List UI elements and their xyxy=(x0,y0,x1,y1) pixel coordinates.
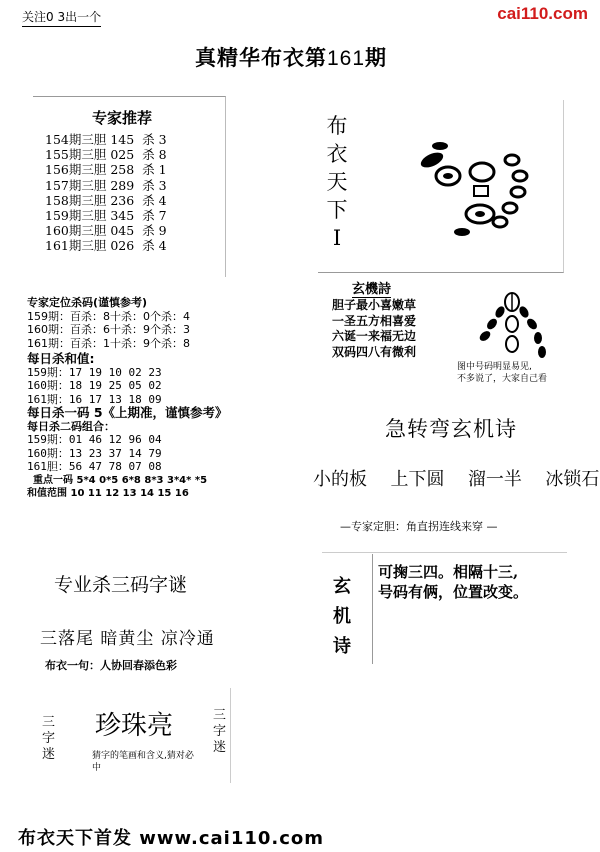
bu-char: 布 xyxy=(326,114,348,138)
daily-one: 每日杀一码 5《上期准，谨慎参考》 xyxy=(27,405,228,420)
daily-two-title: 每日杀二码组合： xyxy=(27,419,115,433)
poem-title-char: 玄 xyxy=(333,576,351,597)
poem-divider xyxy=(372,554,373,664)
bu-char: 天 xyxy=(326,170,348,194)
riddle-heading: 急转弯玄机诗 xyxy=(385,417,517,441)
position-row: 160期：百杀：6十杀：9个杀：3 xyxy=(27,323,190,336)
word-riddle-hint: 猜字的笔画和含义,猜对必中 xyxy=(92,751,194,773)
xuanji-line: 双码四八有微利 xyxy=(332,344,417,359)
label-char: 迷 xyxy=(42,747,56,762)
kill-three-heading: 专业杀三码字谜 xyxy=(54,574,188,596)
bu-vertical-title xyxy=(322,112,352,252)
word-riddle-label-left xyxy=(42,715,58,763)
puzzle-picture-1 xyxy=(410,132,550,242)
caption-line: 不多说了，大家自己看 xyxy=(457,374,548,384)
daily-row: 159期：17 19 10 02 23 xyxy=(27,365,162,379)
bu-char: I xyxy=(332,226,342,250)
word-riddle-label-right xyxy=(213,708,229,756)
xuanji-line: 一圣五方相喜爱 xyxy=(332,313,417,328)
xuanji-line: 六诞一来福无边 xyxy=(332,329,417,343)
hz-range: 和值范围 10 11 12 13 14 15 16 xyxy=(27,488,189,499)
bu-char: 下 xyxy=(326,198,348,222)
expert-row: 157期三胆 289 杀 3 xyxy=(45,177,167,193)
buyi-sentence: 布衣一句：人协回春添色彩 xyxy=(45,659,177,672)
top-note: 关注0 3出一个 xyxy=(22,8,101,27)
position-title: 专家定位杀码(谨慎参考) xyxy=(27,296,148,309)
title-issue: 161 xyxy=(327,47,366,70)
caption-line: 图中号码明显易见, xyxy=(457,362,532,372)
word-riddle: 珍珠亮 xyxy=(95,711,174,741)
two-row: 159期：01 46 12 96 04 xyxy=(27,433,162,446)
expert-row: 158期三胆 236 杀 4 xyxy=(45,192,167,208)
expert-row: 154期三胆 145 杀 3 xyxy=(45,132,167,147)
puzzle-picture-2 xyxy=(470,288,560,360)
xuanji-title: 玄機詩 xyxy=(352,278,391,298)
two-row: 161胆：56 47 78 07 08 xyxy=(27,460,162,473)
picture-caption xyxy=(457,361,577,385)
footer-site: 布衣天下首发 www.cai110.com xyxy=(18,828,325,849)
title-suffix: 期 xyxy=(365,46,388,70)
label-char: 三 xyxy=(42,715,56,730)
position-row: 161期：百杀：1十杀：9个杀：8 xyxy=(27,336,190,350)
poem-text xyxy=(378,562,528,602)
label-char: 字 xyxy=(42,731,56,746)
key-one: 重点一码 5*4 0*5 6*8 8*3 3*4* *5 xyxy=(33,474,208,486)
two-row: 160期：13 23 37 14 79 xyxy=(27,446,162,460)
bu-char: 衣 xyxy=(326,142,348,166)
position-block xyxy=(27,296,228,501)
page-title xyxy=(195,42,387,72)
site-watermark: cai110.com xyxy=(497,4,588,23)
expert-row: 160期三胆 045 杀 9 xyxy=(45,223,167,239)
daily-title: 每日杀和值: xyxy=(27,351,95,366)
expert-dan-line: —专家定胆：角直拐连线来穿 — xyxy=(340,520,498,533)
daily-row: 161期：16 17 13 18 09 xyxy=(27,392,162,406)
xuanji-line: 胆子最小喜嫩草 xyxy=(332,298,417,312)
expert-row: 155期三胆 025 杀 8 xyxy=(45,147,167,163)
expert-list xyxy=(45,132,167,254)
position-row: 159期：百杀：8十杀：0个杀：4 xyxy=(27,309,190,323)
label-char: 三 xyxy=(213,708,227,723)
label-char: 迷 xyxy=(213,740,227,755)
poem-vertical-title xyxy=(333,572,357,662)
expert-row: 159期三胆 345 杀 7 xyxy=(45,208,167,224)
expert-row: 161期三胆 026 杀 4 xyxy=(45,238,167,254)
kill-three-phrase: 三落尾 暗黄尘 凉冷通 xyxy=(40,629,215,649)
expert-row: 156期三胆 258 杀 1 xyxy=(45,162,167,178)
title-main: 真精华布衣第 xyxy=(195,46,327,70)
poem-title-char: 诗 xyxy=(333,636,351,657)
label-char: 字 xyxy=(213,724,227,739)
poem-line: 可掬三四。相隔十三, xyxy=(378,563,519,581)
daily-row: 160期：18 19 25 05 02 xyxy=(27,379,162,392)
xuanji-lines xyxy=(332,298,416,360)
poem-line: 号码有俩，位置改变。 xyxy=(378,583,529,601)
riddle-phrase: 小的板 上下圆 溜一半 冰锁石 xyxy=(313,469,600,490)
poem-title-char: 机 xyxy=(333,606,351,627)
expert-title: 专家推荐 xyxy=(92,109,153,127)
